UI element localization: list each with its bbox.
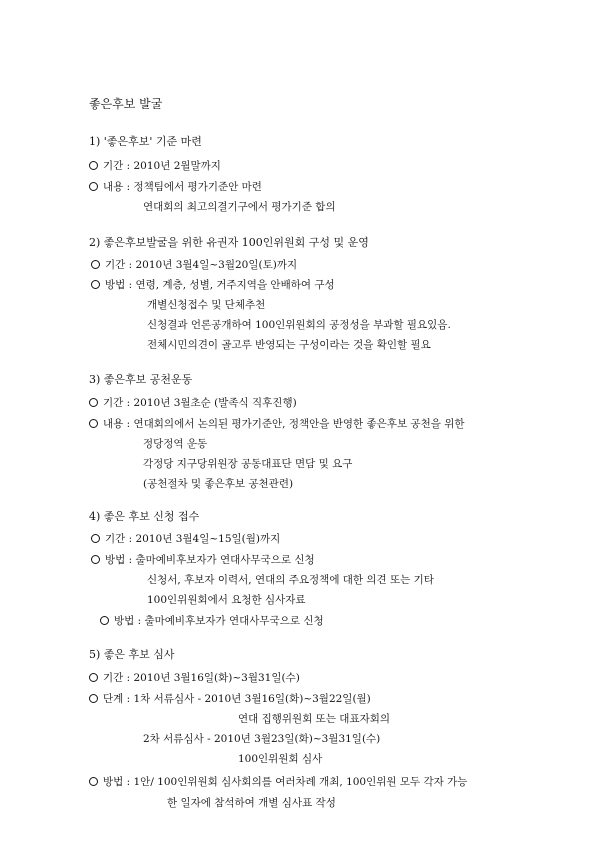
body-line	[147, 298, 265, 312]
body-line	[238, 752, 322, 766]
body-line	[89, 671, 300, 685]
circle-bullet-icon	[89, 419, 98, 428]
body-line	[147, 338, 431, 352]
line-text: 2차 서류심사 - 2010년 3월23일(화)~3월31일(수)	[143, 733, 381, 745]
body-line	[143, 477, 293, 491]
body-line	[91, 258, 297, 272]
line-text: 3) 좋은후보 공천운동	[89, 373, 193, 386]
body-line	[143, 200, 336, 214]
line-text: 방법 : 출마예비후보자가 연대사무국으로 신청	[114, 615, 324, 627]
body-line	[147, 593, 306, 607]
line-text: 방법 : 연령, 계층, 성별, 거주지역을 안배하여 구성	[105, 279, 335, 291]
section-heading	[89, 135, 202, 149]
circle-bullet-icon	[91, 534, 100, 543]
circle-bullet-icon	[91, 280, 100, 289]
line-text: 기간 : 2010년 3월초순 (발족식 직후진행)	[103, 397, 297, 409]
line-text: 전체시민의견이 골고루 반영되는 구성이라는 것을 확인할 필요	[147, 339, 431, 351]
line-text: 각정당 지구당위원장 공동대표단 면담 및 요구	[143, 458, 353, 470]
line-text: 기간 : 2010년 3월4일~15일(월)까지	[105, 533, 281, 545]
body-line	[143, 457, 352, 471]
line-text: 신청서, 후보자 이력서, 연대의 주요정책에 대한 의견 또는 기타	[147, 574, 434, 586]
line-text: 5) 좋은 후보 심사	[89, 648, 175, 661]
body-line	[89, 180, 262, 194]
line-text: 2) 좋은후보발굴을 위한 유권자 100인위원회 구성 및 운영	[89, 236, 369, 249]
body-line	[89, 692, 371, 706]
line-text: 기간 : 2010년 2월말까지	[103, 160, 221, 172]
line-text: 기간 : 2010년 3월4일~3월20일(토)까지	[105, 259, 298, 271]
line-text: 100인위원회 심사	[238, 753, 323, 765]
circle-bullet-icon	[100, 616, 109, 625]
body-line	[143, 732, 380, 746]
line-text: 개별신청접수 및 단체추천	[147, 299, 266, 311]
body-line	[91, 278, 335, 292]
line-text: (공천절차 및 좋은후보 공천관련)	[143, 478, 294, 490]
line-text: 좋은후보 발굴	[89, 97, 163, 111]
body-line	[89, 775, 467, 789]
body-line	[91, 532, 280, 546]
line-text: 방법 : 1안/ 100인위원회 심사회의를 여러차례 개최, 100인위원 모두 각자 가능	[103, 776, 468, 788]
body-line	[147, 573, 434, 587]
body-line	[89, 417, 465, 431]
section-heading	[89, 648, 175, 662]
line-text: 연대 집행위원회 또는 대표자회의	[238, 713, 391, 725]
circle-bullet-icon	[89, 673, 98, 682]
line-text: 100인위원회에서 요청한 심사자료	[147, 594, 306, 606]
circle-bullet-icon	[91, 555, 100, 564]
circle-bullet-icon	[89, 398, 98, 407]
line-text: 내용 : 정책팀에서 평가기준안 마련	[103, 181, 262, 193]
section-heading	[89, 236, 369, 250]
section-heading	[89, 510, 199, 524]
line-text: 방법 : 출마예비후보자가 연대사무국으로 신청	[105, 554, 315, 566]
circle-bullet-icon	[89, 161, 98, 170]
line-text: 4) 좋은 후보 신청 접수	[89, 510, 200, 523]
line-text: 1) '좋은후보' 기준 마련	[89, 135, 202, 148]
line-text: 정당정역 운동	[143, 438, 208, 450]
line-text: 연대회의 최고의결기구에서 평가기준 합의	[143, 201, 336, 213]
body-line	[167, 796, 336, 810]
document-title	[89, 97, 162, 111]
section-heading	[89, 373, 192, 387]
body-line	[238, 712, 390, 726]
body-line	[89, 396, 297, 410]
body-line	[100, 614, 324, 628]
line-text: 단계 : 1차 서류심사 - 2010년 3월16일(화)~3월22일(월)	[103, 693, 371, 705]
line-text: 기간 : 2010년 3월16일(화)~3월31일(수)	[103, 672, 300, 684]
body-line	[89, 159, 221, 173]
circle-bullet-icon	[89, 694, 98, 703]
body-line	[147, 318, 451, 332]
body-line	[91, 553, 315, 567]
body-line	[143, 437, 207, 451]
circle-bullet-icon	[91, 260, 100, 269]
line-text: 신청결과 언론공개하여 100인위원회의 공정성을 부과할 필요있음.	[147, 319, 451, 331]
line-text: 내용 : 연대회의에서 논의된 평가기준안, 정책안을 반영한 좋은후보 공천을 위한	[103, 418, 465, 430]
circle-bullet-icon	[89, 182, 98, 191]
circle-bullet-icon	[89, 777, 98, 786]
line-text: 한 일자에 참석하여 개별 심사표 작성	[167, 797, 336, 809]
